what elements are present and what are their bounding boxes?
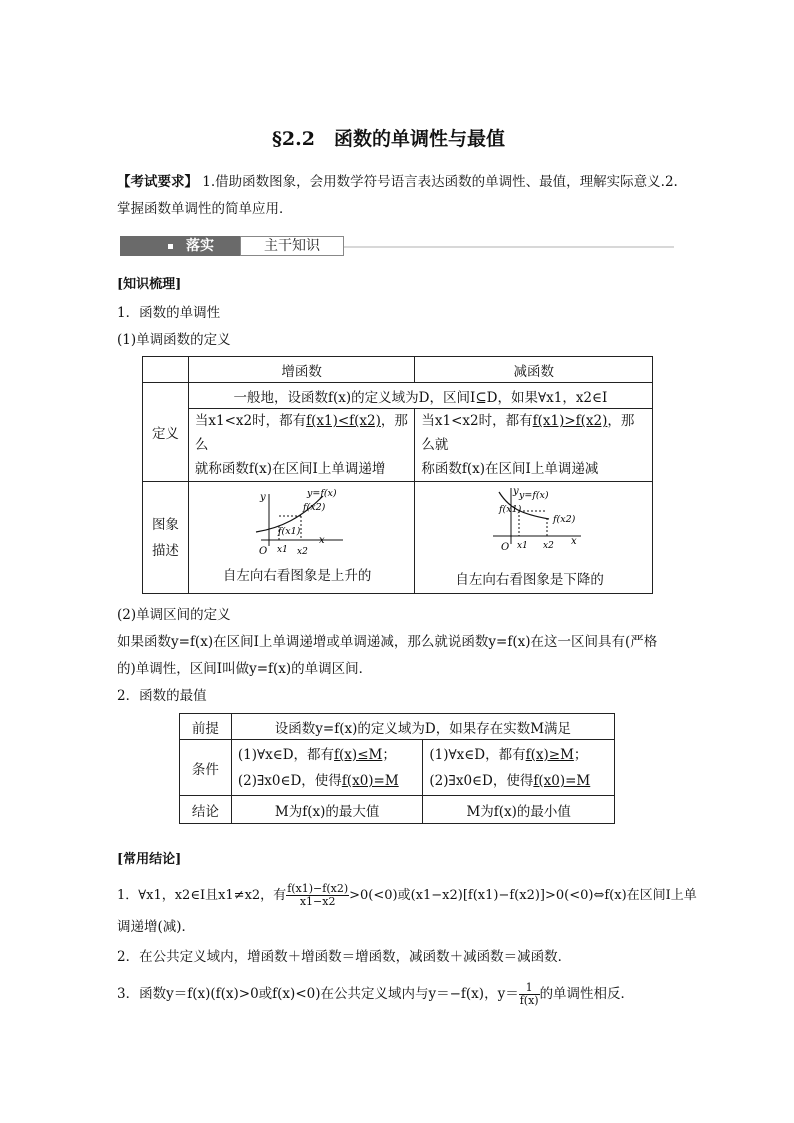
conclusion-2: 2．在公共定义域内，增函数＋增函数＝增函数，减函数＋减函数＝减函数． <box>117 949 572 965</box>
dec-def-line2: 称函数f(x)在区间I上单调递减 <box>421 461 599 477</box>
max-conclusion: M为f(x)的最大值 <box>231 796 423 824</box>
decreasing-definition <box>415 409 653 482</box>
x2-label: x2 <box>296 547 308 557</box>
increasing-caption: 自左向右看图象是上升的 <box>222 568 372 584</box>
dec-def-text-a: 当x1<x2时，都有 <box>421 413 533 429</box>
reciprocal-fraction <box>519 982 540 1007</box>
section-banner <box>120 236 674 258</box>
fx2-label: f(x2) <box>302 502 326 513</box>
increasing-definition <box>188 409 415 482</box>
banner-right-label: 主干知识 <box>240 236 344 256</box>
fraction-numerator: f(x1)−f(x2) <box>287 882 349 895</box>
inc-def-line2: 就称函数f(x)在区间I上单调递增 <box>194 461 386 477</box>
x-axis-label: x <box>571 536 578 547</box>
y-axis-label: y <box>513 486 520 497</box>
inc-def-text-a: 当x1<x2时，都有 <box>194 413 307 429</box>
exam-requirements-line1 <box>117 172 678 192</box>
exam-text: 1.借助函数图象，会用数学符号语言表达函数的单调性、最值，理解实际意义.2. <box>198 174 678 190</box>
inc-def-text-c: ，那么 <box>194 413 408 453</box>
conclusion-3-text-a: 3．函数y＝f(x)(f(x)>0或f(x)<0)在公共定义域内与y＝−f(x)，y＝ <box>117 986 519 1002</box>
row-label-premise: 前提 <box>180 714 232 740</box>
heading-monotonicity: 1．函数的单调性 <box>117 305 221 321</box>
inc-def-condition: f(x1)<f(x2) <box>306 413 381 429</box>
x-axis-label: x <box>318 535 325 546</box>
extrema-table <box>179 713 615 824</box>
row-label-definition: 定义 <box>143 383 189 482</box>
min-cond2-expr: f(x0)=M <box>533 772 591 789</box>
conclusion-3-text-b: 的单调性相反． <box>539 986 635 1002</box>
max-cond2-expr: f(x0)=M <box>341 772 399 789</box>
conclusion-1 <box>117 879 697 913</box>
conclusion-1-text-a: 1．∀x1，x2∈I且x1≠x2，有 <box>117 888 287 903</box>
premise-text: 设函数y=f(x)的定义域为D，如果存在实数M满足 <box>231 714 614 740</box>
max-cond1-expr: f(x)≤M <box>334 746 383 763</box>
interval-definition-line2: 的)单调性，区间I叫做y=f(x)的单调区间． <box>117 661 373 677</box>
heading-interval-definition: (2)单调区间的定义 <box>117 607 231 623</box>
decreasing-function-graph <box>489 484 599 558</box>
increasing-function-graph <box>251 488 371 562</box>
dec-def-text-c: ，那么就 <box>421 413 635 453</box>
min-cond1-expr: f(x)≥M <box>525 746 574 763</box>
heading-extrema: 2．函数的最值 <box>117 688 207 704</box>
min-cond1-end: ； <box>573 746 588 763</box>
fx1-label: f(x1) <box>277 526 301 537</box>
fx2-label: f(x2) <box>553 514 576 525</box>
conclusion-1-text-b: >0(<0)或(x1−x2)[f(x1)−f(x2)]>0(<0)⇔f(x)在区间I上单 <box>349 888 697 903</box>
increasing-graph-cell <box>188 482 415 594</box>
row-label-graph-1: 图象 <box>151 516 179 533</box>
square-bullet-icon <box>168 244 173 249</box>
page-title: §2.2 函数的单调性与最值 <box>272 128 505 150</box>
y-axis-label: y <box>259 492 266 503</box>
dec-def-condition: f(x1)>f(x2) <box>532 413 608 429</box>
fraction-denominator: f(x) <box>519 994 539 1007</box>
min-cond1-text: (1)∀x∈D，都有 <box>429 746 526 763</box>
monotonicity-table <box>142 356 653 594</box>
header-decreasing: 减函数 <box>415 357 653 383</box>
fraction-numerator: 1 <box>519 982 540 995</box>
curve-label: y=f(x) <box>519 490 550 501</box>
table-corner <box>143 357 189 383</box>
conclusion-1-line2: 调递增(减)． <box>117 919 196 935</box>
exam-requirements-line2: 掌握函数单调性的简单应用． <box>117 201 293 217</box>
banner-dark-block <box>120 236 240 256</box>
difference-quotient <box>286 883 349 908</box>
min-conclusion: M为f(x)的最小值 <box>423 796 615 824</box>
origin-label: O <box>258 546 268 557</box>
max-cond2-text: (2)∃x0∈D，使得 <box>237 772 342 789</box>
curve-label: y=f(x) <box>306 488 337 499</box>
x1-label: x1 <box>276 545 288 555</box>
min-cond2-text: (2)∃x0∈D，使得 <box>429 772 534 789</box>
row-label-conclusion: 结论 <box>180 796 232 824</box>
row-label-condition: 条件 <box>180 740 232 796</box>
max-cond1-text: (1)∀x∈D，都有 <box>237 746 335 763</box>
interval-definition-line1: 如果函数y=f(x)在区间I上单调递增或单调递减，那么就说函数y=f(x)在这一区间具有(严格 <box>117 634 658 650</box>
fraction-denominator: x1−x2 <box>299 895 336 908</box>
origin-label: O <box>501 542 510 553</box>
header-increasing: 增函数 <box>188 357 415 383</box>
fx1-label: f(x1) <box>499 504 522 515</box>
common-conclusions-heading: [常用结论] <box>117 852 182 867</box>
exam-tag: 【考试要求】 <box>117 174 198 190</box>
decreasing-graph-cell <box>415 482 653 594</box>
conclusion-3 <box>117 976 634 1012</box>
banner-left-label: 落实 <box>186 238 214 254</box>
max-cond1-end: ； <box>382 746 396 763</box>
x1-label: x1 <box>517 541 529 551</box>
row-label-graph <box>143 482 189 594</box>
min-condition <box>423 740 615 796</box>
knowledge-section-heading: [知识梳理] <box>117 277 182 292</box>
definition-common: 一般地，设函数f(x)的定义域为D，区间I⊆D，如果∀x1，x2∈I <box>188 383 652 409</box>
heading-monotone-definition: (1)单调函数的定义 <box>117 332 231 348</box>
row-label-graph-2: 描述 <box>151 542 179 559</box>
max-condition <box>231 740 423 796</box>
x2-label: x2 <box>543 541 555 551</box>
decreasing-caption: 自左向右看图象是下降的 <box>455 572 604 588</box>
